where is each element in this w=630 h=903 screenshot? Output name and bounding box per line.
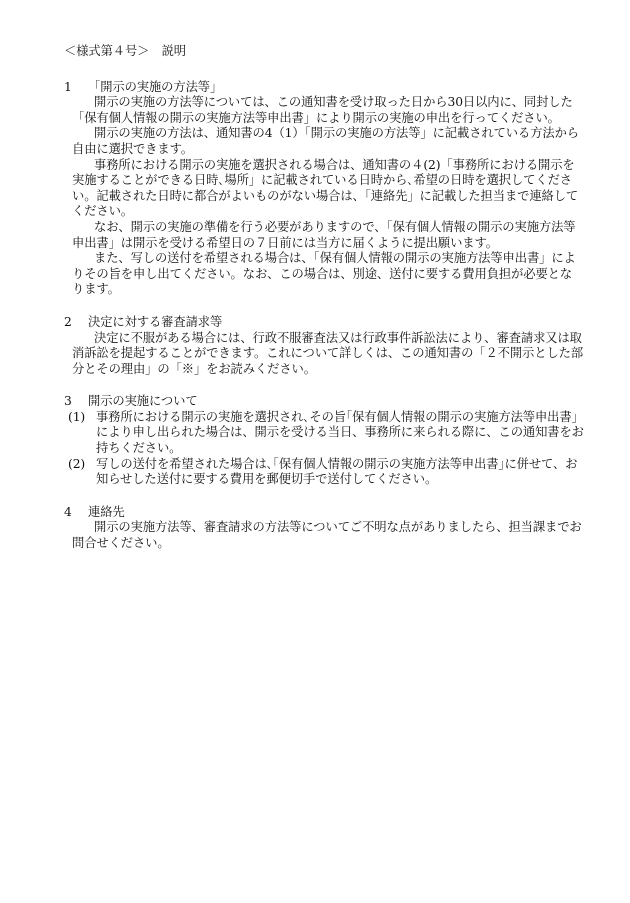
section-title: 開示の実施について bbox=[88, 394, 198, 409]
list-item-text: 写しの送付を希望された場合は､｢保有個人情報の開示の実施方法等申出書｣に併せて、お知らせした送付に要する費用を郵便切手で送付してください。 bbox=[96, 456, 578, 487]
paragraph: 開示の実施の方法等については、この通知書を受け取った日から30日以内に、同封した「保有個人情報の開示の実施方法等申出書」により開示の実施の申出を行ってください。 bbox=[72, 95, 573, 125]
section-number: 3 bbox=[64, 394, 72, 409]
section-appeal bbox=[64, 315, 584, 377]
section-disclosure-implementation bbox=[64, 394, 584, 488]
section-heading bbox=[64, 80, 584, 96]
paragraph: 開示の実施の方法は、通知書の4（1）「開示の実施の方法等」に記載されている方法から自由に選択できます。 bbox=[72, 126, 579, 156]
paragraph: 決定に不服がある場合には、行政不服審査法又は行政事件訴訟法により、審査請求又は取消訴訟を提起することができます。これについて詳しくは、この通知書の「２不開示とした部分とその理由」の「※」をお読みください。 bbox=[72, 330, 584, 376]
paragraph: なお、開示の実施の準備を行う必要がありますので、「保有個人情報の開示の実施方法等申出書」は開示を受ける希望日の７日前には当方に届くように提出願います。 bbox=[72, 219, 576, 250]
section-heading bbox=[64, 505, 584, 521]
list-item bbox=[64, 410, 584, 457]
section-implementation-method bbox=[64, 80, 584, 298]
list-item-number: (1) bbox=[68, 409, 86, 424]
section-title: 決定に対する審査請求等 bbox=[88, 314, 223, 329]
section-contact bbox=[64, 505, 584, 552]
list-item bbox=[64, 457, 584, 488]
paragraph: 事務所における開示の実施を選択される場合は、通知書の４(2)「事務所における開示を実施することができる日時､場所」に記載されている日時から､希望の日時を選択してください。記載された日時に都合がよいものがない場合は、「連絡先」に記載した担当まで連絡してください。 bbox=[72, 157, 579, 219]
paragraph: また、写しの送付を希望される場合は、「保有個人情報の開示の実施方法等申出書」によりその旨を申し出てください。なお、この場合は、別途、送付に要する費用負担が必要となります。 bbox=[72, 251, 576, 297]
paragraph: 開示の実施方法等、審査請求の方法等についてご不明な点がありましたら、担当課までお問合せください。 bbox=[72, 520, 582, 551]
document-page bbox=[64, 44, 584, 569]
form-title: ＜様式第４号＞ 説明 bbox=[64, 44, 186, 58]
section-heading bbox=[64, 394, 584, 410]
list-item-number: (2) bbox=[68, 456, 86, 471]
section-title: 「開示の実施の方法等」 bbox=[88, 79, 223, 94]
section-number: 2 bbox=[64, 314, 72, 329]
section-title: 連絡先 bbox=[88, 504, 125, 519]
section-number: 1 bbox=[64, 79, 72, 94]
section-number: 4 bbox=[64, 504, 72, 519]
section-heading bbox=[64, 315, 584, 331]
list-item-text: 事務所における開示の実施を選択され､その旨｢保有個人情報の開示の実施方法等申出書｣により申し出られた場合は、開示を受ける当日、事務所に来られる際に、この通知書をお持ちください。 bbox=[96, 409, 584, 456]
